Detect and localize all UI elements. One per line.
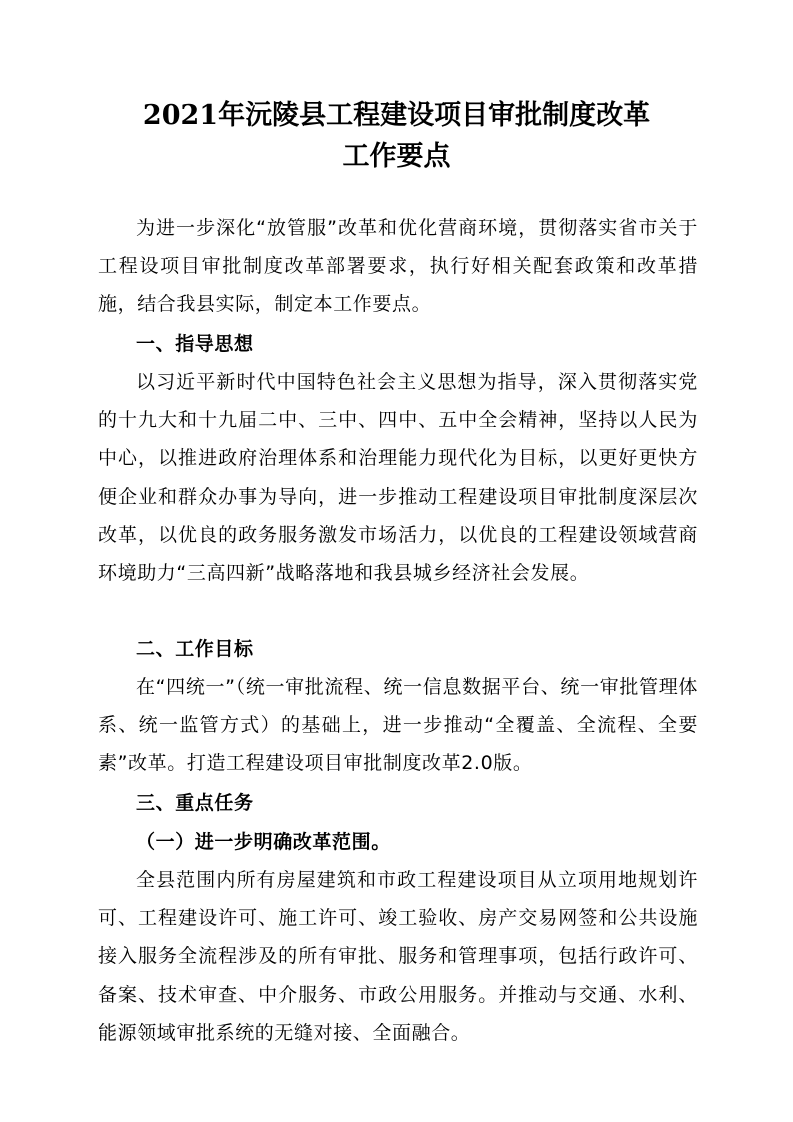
work-goals-paragraph: 在“四统一”（统一审批流程、统一信息数据平台、统一审批管理体系、统一监管方式）的基础上，进一步推动“全覆盖、全流程、全要素”改革。打造工程建设项目审批制度改革2.0版。 [98,676,698,775]
section-heading-guiding-ideology: 一、指导思想 [136,333,254,355]
document-title-line2: 工作要点 [342,141,451,172]
intro-paragraph: 为进一步深化“放管服”改革和优化营商环境，贯彻落实省市关于工程设项目审批制度改革部署要求，执行好相关配套政策和改革措施，结合我县实际，制定本工作要点。 [98,217,698,316]
section-heading-work-goals: 二、工作目标 [136,638,254,660]
reform-scope-paragraph: 全县范围内所有房屋建筑和市政工程建设项目从立项用地规划许可、工程建设许可、施工许可、竣工验收、房产交易网签和公共设施接入服务全流程涉及的所有审批、服务和管理事项，包括行政许可、备案、技术审查、中介服务、市政公用服务。并推动与交通、水利、能源领域审批系统的无缝对接、全面融合。 [98,869,698,1044]
subsection-heading-reform-scope: （一）进一步明确改革范围。 [136,831,391,853]
guiding-ideology-paragraph: 以习近平新时代中国特色社会主义思想为指导，深入贯彻落实党的十九大和十九届二中、三中、四中、五中全会精神，坚持以人民为中心，以推进政府治理体系和治理能力现代化为目标，以更好更快方便企业和群众办事为导向，进一步推动工程建设项目审批制度深层次改革，以优良的政务服务激发市场活力，以优良的工程建设领域营商环境助力“三高四新”战略落地和我县城乡经济社会发展。 [98,371,698,585]
document-title-line1: 2021年沅陵县工程建设项目审批制度改革 [142,100,651,131]
section-heading-key-tasks: 三、重点任务 [136,792,254,814]
